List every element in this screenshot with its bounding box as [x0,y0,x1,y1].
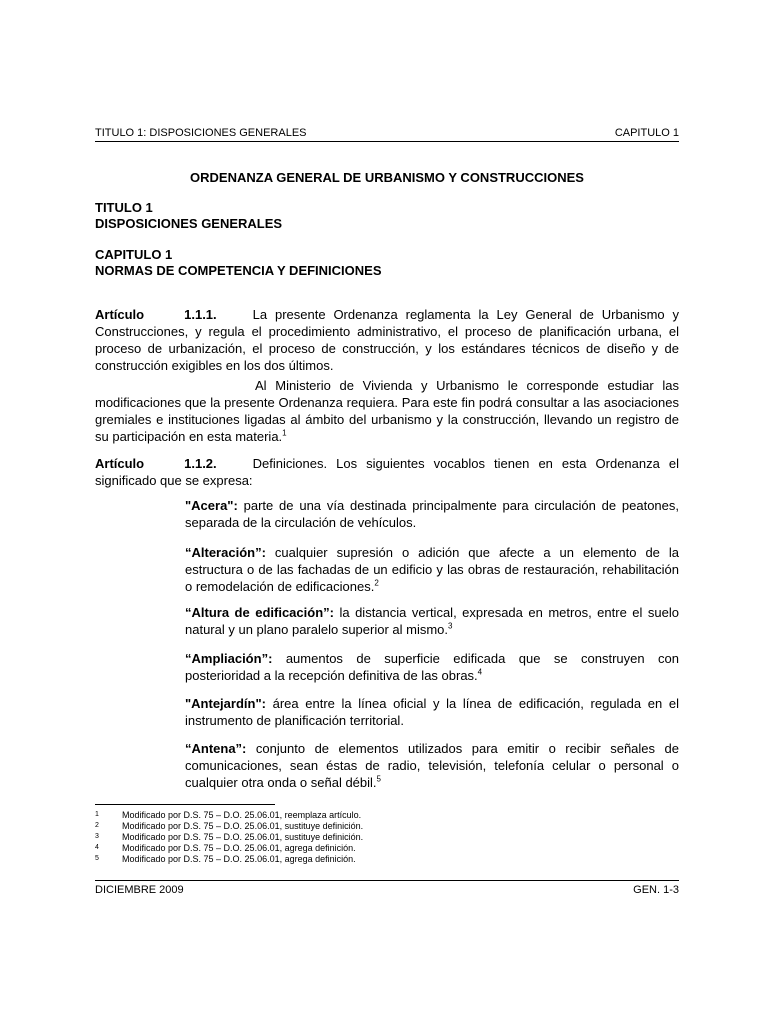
footer-right: GEN. 1-3 [633,884,679,896]
footer-left: DICIEMBRE 2009 [95,884,184,896]
footnote-text: Modificado por D.S. 75 – D.O. 25.06.01, agrega definición. [122,854,356,864]
definition-term: “Antena”: [185,741,247,756]
definition-text: aumentos de superficie edificada que se construyen con posterioridad a la recepción definitiva de las obras. [185,651,679,683]
footnote-separator [95,804,275,805]
header-left: TITULO 1: DISPOSICIONES GENERALES [95,127,307,139]
capitulo-line1: CAPITULO 1 [95,247,173,262]
definition-ampliacion [185,650,679,684]
footnote-text: Modificado por D.S. 75 – D.O. 25.06.01, reemplaza artículo. [122,810,362,820]
definition-altura-de-edificacion [185,604,679,638]
footnote-text: Modificado por D.S. 75 – D.O. 25.06.01, agrega definición. [122,843,356,853]
definition-term: “Ampliación”: [185,651,273,666]
footnote-text: Modificado por D.S. 75 – D.O. 25.06.01, sustituye definición. [122,821,364,831]
footnote-number: 2 [95,822,99,829]
footnote [95,821,679,832]
running-footer [95,880,679,896]
article-1-1-1 [95,306,679,374]
article-1-1-2 [95,455,679,489]
footnote-ref: 1 [282,428,287,438]
footnote-text: Modificado por D.S. 75 – D.O. 25.06.01, sustituye definición. [122,832,364,842]
footnote [95,854,679,865]
definition-text: cualquier supresión o adición que afecte a un elemento de la estructura o de las fachadas de un edificio y las obras de restauración, rehabilitación o remodelación de edificaciones. [185,545,679,594]
definition-antejardin [185,695,679,729]
definition-term: "Acera": [185,498,238,513]
footnote-ref: 2 [374,578,379,588]
footnote [95,810,679,821]
article-label: Artículo [95,307,145,322]
header-right: CAPITULO 1 [614,127,679,139]
definition-acera [185,497,679,531]
definition-alteracion [185,544,679,595]
titulo-heading [95,200,282,232]
footnote-ref: 4 [477,667,483,677]
definition-text: área entre la línea oficial y la línea de edificación, regulada en el instrumento de planificación territorial. [185,696,679,728]
article-number: 1.1.2. [184,456,217,471]
footnote-ref: 5 [376,774,381,784]
definition-text: parte de una vía destinada principalmente para circulación de peatones, separada de la circulación de vehículos. [185,498,679,530]
capitulo-line2: NORMAS DE COMPETENCIA Y DEFINICIONES [95,263,382,278]
footnote [95,843,679,854]
article-text: Definiciones. Los siguientes vocablos tienen en esta Ordenanza el significado que se expresa: [95,456,679,488]
article-number: 1.1.1. [184,307,217,322]
article-label: Artículo [95,456,145,471]
footnote [95,832,679,843]
article-text: La presente Ordenanza reglamenta la Ley General de Urbanismo y Construcciones, y regula el procedimiento administrativo, el proceso de planificación urbana, el proceso de urbanización, el proceso de construcción, y los estándares técnicos de diseño y de construcción exigibles en los dos últimos. [95,307,679,373]
definition-term: “Alteración”: [185,545,266,560]
footnote-number: 3 [95,833,99,840]
document-title: ORDENANZA GENERAL DE URBANISMO Y CONSTRUCCIONES [190,170,584,185]
definition-term: "Antejardín": [185,696,266,711]
definition-text: la distancia vertical, expresada en metros, entre el suelo natural y un plano paralelo superior al mismo. [185,605,679,637]
titulo-line1: TITULO 1 [95,200,153,215]
paragraph-text: Al Ministerio de Vivienda y Urbanismo le corresponde estudiar las modificaciones que la presente Ordenanza requiera. Para este fin podrá consultar a las asociaciones gremiales e instituciones ligadas al ámbito del urbanismo y la construcción, llevando un registro de su participación en esta materia. [95,378,679,444]
definition-term: “Altura de edificación”: [185,605,334,620]
footnote-number: 5 [95,855,99,862]
footnote-ref: 3 [448,621,453,631]
titulo-line2: DISPOSICIONES GENERALES [95,216,283,231]
definition-text: conjunto de elementos utilizados para emitir o recibir señales de comunicaciones, sean éstas de radio, televisión, telefonía celular o personal o cualquier otra onda o señal débil. [185,741,679,790]
definition-antena [185,740,679,791]
capitulo-heading [95,247,382,279]
footnote-number: 4 [95,844,99,851]
article-1-1-1-paragraph-2 [95,377,679,445]
running-header [95,127,679,142]
footnote-number: 1 [95,811,99,818]
footnotes [95,810,679,865]
